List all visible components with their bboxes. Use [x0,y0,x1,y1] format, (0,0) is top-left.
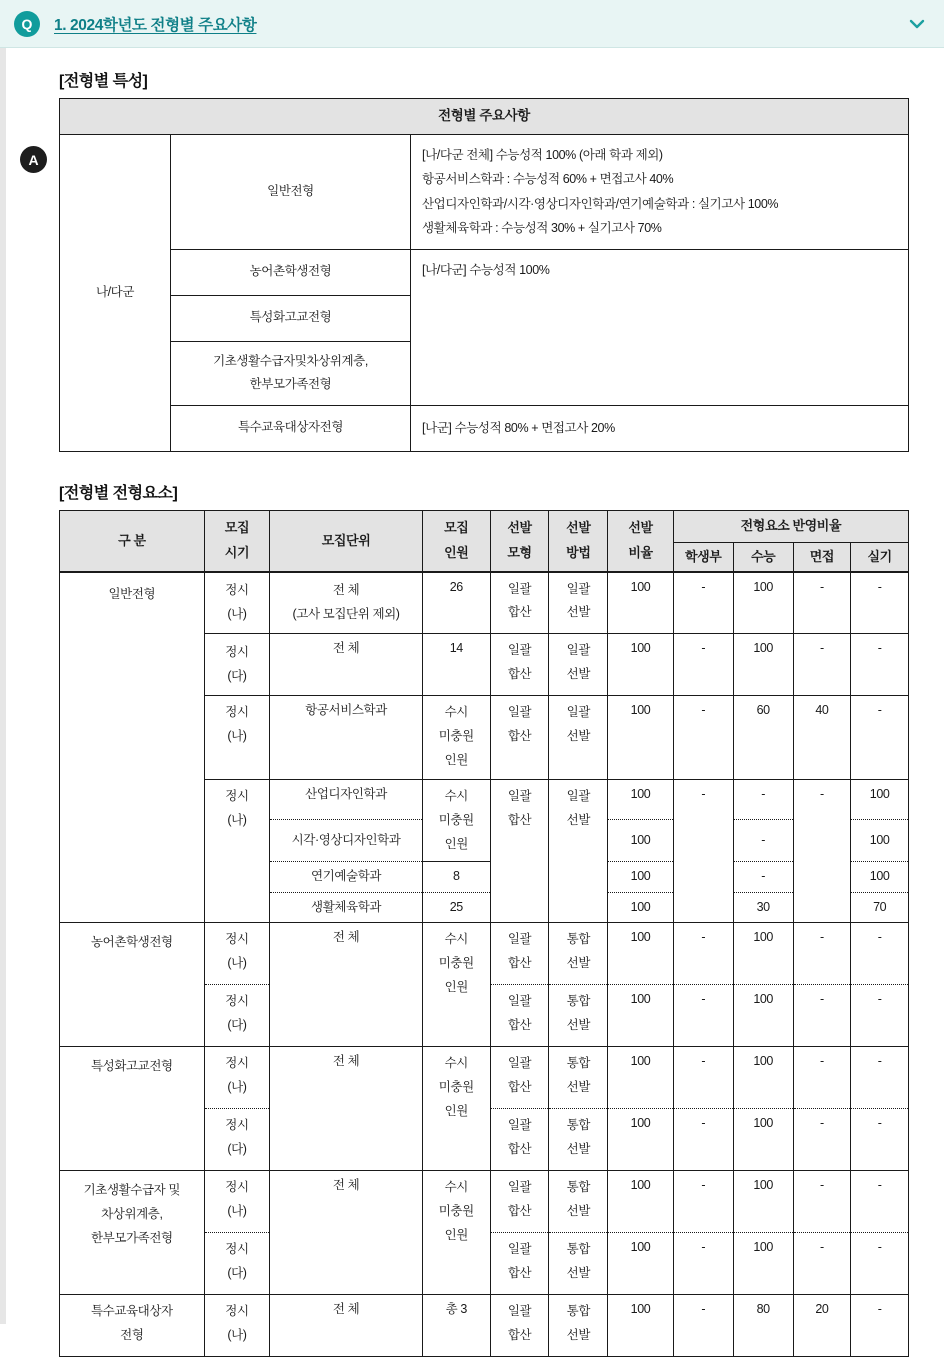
cell-bangbeop-l1: 일괄 [552,785,604,809]
cell-sigi-l1: 정시 [208,579,267,603]
col-header-birul-l1: 선발 [610,516,671,541]
cell-bangbeop [549,1295,608,1357]
cell-sigi [204,572,270,634]
cell-mohyeong-l1: 일괄 [494,578,546,602]
cell-sigi [204,1295,270,1357]
table-row [60,1047,909,1109]
cell-birul: 100 [608,696,674,780]
cell-inwon-l1: 수시 [426,785,487,809]
cell-bangbeop-l1: 통합 [552,1238,604,1262]
cell-inwon-l2: 미충원 [426,1076,487,1100]
cell-suneung: 30 [733,892,793,922]
col-header-bangbeop [549,510,608,572]
cell-silgi: 70 [851,892,909,922]
col-header-ratio-group: 전형요소 반영비율 [673,510,908,542]
cell-bangbeop-l1: 통합 [552,1176,604,1200]
cell-type: 특성화고교전형 [171,295,411,341]
col-header-mohyeong-l1: 선발 [493,516,547,541]
answer-content [59,68,909,1357]
cell-birul: 100 [608,1171,674,1233]
desc-line: [나군] 수능성적 80% + 면접고사 20% [422,416,902,440]
col-header-bangbeop-l1: 선발 [551,516,605,541]
cell-danwi: 항공서비스학과 [270,696,423,780]
cell-myeonjeop: - [793,985,851,1047]
cell-type-line1: 기초생활수급자및차상위계층, [177,350,404,373]
cell-hakseongbu: - [673,1047,733,1109]
cell-inwon-l3: 인원 [426,833,487,857]
cell-bangbeop-l1: 통합 [552,1300,604,1324]
cell-mohyeong [490,780,549,923]
cell-bangbeop [549,634,608,696]
cell-hakseongbu: - [673,1171,733,1233]
cell-bangbeop [549,923,608,985]
cell-bangbeop-l2: 선발 [552,1138,604,1162]
cell-description [411,405,909,451]
cell-bangbeop-l1: 통합 [552,1052,604,1076]
cell-bangbeop [549,985,608,1047]
cell-birul: 100 [608,1047,674,1109]
cell-sigi-l2: (나) [208,1324,267,1348]
cell-bangbeop-l1: 일괄 [552,639,604,663]
cell-birul: 100 [608,634,674,696]
col-header-mohyeong-l2: 모형 [493,541,547,566]
cell-suneung: 100 [733,923,793,985]
cell-myeonjeop: - [793,634,851,696]
cell-inwon-l2: 미충원 [426,952,487,976]
cell-mohyeong-l2: 합산 [494,1200,546,1224]
cell-silgi: - [851,634,909,696]
cell-sigi-l1: 정시 [208,785,267,809]
cell-inwon-l2: 미충원 [426,725,487,749]
cell-inwon-l1: 수시 [426,928,487,952]
cell-silgi: - [851,1295,909,1357]
cell-sigi-l2: (나) [208,1200,267,1224]
cell-inwon-l3: 인원 [426,976,487,1000]
cell-mohyeong-l1: 일괄 [494,928,546,952]
cell-danwi-l1: 전 체 [273,579,419,603]
cell-danwi: 시각·영상디자인학과 [270,820,423,862]
cell-mohyeong [490,696,549,780]
cell-mohyeong-l2: 합산 [494,1324,546,1348]
cell-suneung: - [733,862,793,892]
cell-mohyeong-l1: 일괄 [494,785,546,809]
cell-inwon: 14 [422,634,490,696]
cell-gubun: 특성화고교전형 [60,1047,205,1171]
col-header-silgi: 실기 [851,542,909,572]
cell-mohyeong [490,1233,549,1295]
col-header-sigi-l1: 모집 [207,516,268,541]
chevron-down-icon[interactable] [906,13,928,35]
cell-suneung: 100 [733,1171,793,1233]
cell-gubun-l1: 기초생활수급자 및 [63,1179,201,1203]
cell-danwi: 연기예술학과 [270,862,423,892]
cell-mohyeong-l2: 합산 [494,725,546,749]
faq-header[interactable] [0,0,944,48]
cell-bangbeop-l1: 통합 [552,928,604,952]
cell-mohyeong-l2: 합산 [494,663,546,687]
cell-birul: 100 [608,985,674,1047]
question-badge: Q [14,11,40,37]
col-header-myeonjeop: 면접 [793,542,851,572]
cell-gubun-l2: 차상위계층, [63,1203,201,1227]
col-header-suneung: 수능 [733,542,793,572]
cell-hakseongbu: - [673,1109,733,1171]
cell-hakseongbu: - [673,572,733,634]
cell-bangbeop-l2: 선발 [552,601,604,625]
cell-gubun-l2: 전형 [63,1324,201,1348]
cell-danwi: 전 체 [270,923,423,1047]
cell-sigi [204,780,270,923]
cell-mohyeong-l2: 합산 [494,1076,546,1100]
admission-characteristics-table [59,98,909,452]
cell-hakseongbu: - [673,780,733,923]
cell-type-line2: 한부모가족전형 [177,373,404,396]
table-row [60,923,909,985]
cell-type: 농어촌학생전형 [171,249,411,295]
cell-inwon-l2: 미충원 [426,809,487,833]
cell-mohyeong-l1: 일괄 [494,1176,546,1200]
cell-bangbeop-l1: 통합 [552,1114,604,1138]
cell-inwon-l3: 인원 [426,1100,487,1124]
cell-birul: 100 [608,780,674,820]
cell-mohyeong [490,634,549,696]
cell-mohyeong-l2: 합산 [494,601,546,625]
desc-line: 생활체육학과 : 수능성적 30% + 실기고사 70% [422,216,902,240]
desc-line: [나/다군 전체] 수능성적 100% (아래 학과 제외) [422,143,902,167]
cell-myeonjeop: - [793,1109,851,1171]
desc-line: 산업디자인학과/시각·영상디자인학과/연기예술학과 : 실기고사 100% [422,192,902,216]
table-row [60,1295,909,1357]
cell-bangbeop-l2: 선발 [552,1076,604,1100]
cell-inwon: 25 [422,892,490,922]
col-header-bangbeop-l2: 방법 [551,541,605,566]
cell-sigi-l2: (다) [208,665,267,689]
cell-bangbeop [549,572,608,634]
cell-gubun [60,1295,205,1357]
cell-mohyeong [490,1295,549,1357]
col-header-danwi: 모집단위 [270,510,423,572]
cell-sigi [204,1233,270,1295]
cell-birul: 100 [608,820,674,862]
cell-gubun: 일반전형 [60,572,205,923]
cell-mohyeong-l2: 합산 [494,952,546,976]
cell-inwon: 8 [422,862,490,892]
cell-hakseongbu: - [673,696,733,780]
cell-danwi: 전 체 [270,634,423,696]
cell-sigi-l2: (나) [208,809,267,833]
cell-sigi-l2: (다) [208,1262,267,1286]
cell-inwon: 26 [422,572,490,634]
cell-inwon-l1: 수시 [426,1176,487,1200]
cell-bangbeop-l2: 선발 [552,952,604,976]
admission-elements-table [59,510,909,1357]
left-rail-divider [0,48,6,1324]
cell-sigi-l2: (나) [208,1076,267,1100]
cell-silgi: - [851,1171,909,1233]
cell-gubun [60,1171,205,1295]
answer-badge: A [20,146,47,173]
cell-silgi: - [851,1047,909,1109]
cell-suneung: 100 [733,1233,793,1295]
cell-sigi [204,985,270,1047]
cell-sigi-l1: 정시 [208,1238,267,1262]
cell-sigi-l1: 정시 [208,928,267,952]
cell-sigi [204,696,270,780]
table-row [60,135,909,250]
section-2-heading: [전형별 전형요소] [59,480,909,503]
cell-silgi: - [851,1109,909,1171]
cell-sigi-l1: 정시 [208,1176,267,1200]
cell-bangbeop-l1: 일괄 [552,578,604,602]
cell-sigi-l2: (나) [208,952,267,976]
cell-sigi [204,634,270,696]
cell-silgi: 100 [851,780,909,820]
desc-line: 항공서비스학과 : 수능성적 60% + 면접고사 40% [422,167,902,191]
cell-mohyeong [490,985,549,1047]
cell-inwon [422,696,490,780]
cell-sigi-l1: 정시 [208,1114,267,1138]
cell-bangbeop [549,1233,608,1295]
cell-inwon-l1: 수시 [426,1052,487,1076]
cell-sigi [204,1047,270,1109]
cell-danwi: 산업디자인학과 [270,780,423,820]
cell-sigi [204,923,270,985]
col-header-inwon-l1: 모집 [425,516,488,541]
cell-gubun: 농어촌학생전형 [60,923,205,1047]
cell-mohyeong [490,1109,549,1171]
cell-hakseongbu: - [673,1295,733,1357]
cell-sigi-l2: (나) [208,603,267,627]
cell-inwon: 총 3 [422,1295,490,1357]
cell-silgi: - [851,985,909,1047]
cell-mohyeong-l1: 일괄 [494,1114,546,1138]
cell-birul: 100 [608,923,674,985]
cell-sigi [204,1171,270,1233]
cell-inwon [422,1047,490,1171]
cell-sigi-l2: (다) [208,1014,267,1038]
cell-type: 특수교육대상자전형 [171,405,411,451]
cell-myeonjeop: 40 [793,696,851,780]
cell-mohyeong-l2: 합산 [494,1014,546,1038]
cell-bangbeop [549,780,608,923]
col-header-mohyeong [490,510,549,572]
cell-birul: 100 [608,892,674,922]
cell-inwon [422,780,490,862]
cell-mohyeong [490,1047,549,1109]
cell-bangbeop [549,1171,608,1233]
cell-myeonjeop: - [793,1047,851,1109]
cell-suneung: 100 [733,985,793,1047]
cell-suneung: 100 [733,572,793,634]
cell-suneung: 60 [733,696,793,780]
cell-bangbeop-l2: 선발 [552,1200,604,1224]
cell-bangbeop [549,696,608,780]
cell-mohyeong-l1: 일괄 [494,1052,546,1076]
characteristics-main-header: 전형별 주요사항 [60,99,909,135]
cell-suneung: - [733,780,793,820]
cell-hakseongbu: - [673,985,733,1047]
cell-danwi: 생활체육학과 [270,892,423,922]
cell-hakseongbu: - [673,1233,733,1295]
cell-bangbeop-l2: 선발 [552,809,604,833]
cell-myeonjeop: - [793,780,851,923]
cell-inwon-l2: 미충원 [426,1200,487,1224]
cell-type: 일반전형 [171,135,411,250]
cell-silgi: - [851,1233,909,1295]
cell-mohyeong-l1: 일괄 [494,1300,546,1324]
cell-danwi: 전 체 [270,1171,423,1295]
cell-type [171,341,411,405]
table-row [60,572,909,634]
cell-mohyeong-l1: 일괄 [494,701,546,725]
table-row [60,99,909,135]
cell-sigi-l1: 정시 [208,1300,267,1324]
cell-mohyeong [490,1171,549,1233]
cell-bangbeop [549,1047,608,1109]
cell-birul: 100 [608,1233,674,1295]
cell-description [411,135,909,250]
cell-mohyeong-l1: 일괄 [494,639,546,663]
cell-danwi [270,572,423,634]
cell-mohyeong-l2: 합산 [494,809,546,833]
table-row [60,405,909,451]
cell-myeonjeop: 20 [793,1295,851,1357]
cell-hakseongbu: - [673,923,733,985]
faq-question-title[interactable]: 1. 2024학년도 전형별 주요사항 [54,13,256,35]
cell-myeonjeop: - [793,1233,851,1295]
cell-suneung: 100 [733,634,793,696]
table-row [60,1171,909,1233]
cell-bangbeop-l2: 선발 [552,663,604,687]
desc-line: [나/다군] 수능성적 100% [422,258,902,282]
cell-suneung: 80 [733,1295,793,1357]
section-1-heading: [전형별 특성] [59,68,909,91]
cell-bangbeop-l2: 선발 [552,725,604,749]
cell-sigi-l2: (나) [208,725,267,749]
cell-birul: 100 [608,1109,674,1171]
col-header-inwon-l2: 인원 [425,541,488,566]
cell-group: 나/다군 [60,135,171,452]
cell-bangbeop-l2: 선발 [552,1262,604,1286]
cell-birul: 100 [608,572,674,634]
cell-danwi: 전 체 [270,1047,423,1171]
cell-bangbeop-l1: 통합 [552,990,604,1014]
cell-myeonjeop: - [793,923,851,985]
col-header-birul-l2: 비율 [610,541,671,566]
cell-silgi: 100 [851,862,909,892]
cell-silgi: - [851,572,909,634]
cell-silgi: 100 [851,820,909,862]
cell-sigi-l1: 정시 [208,701,267,725]
col-header-hakseongbu: 학생부 [673,542,733,572]
cell-sigi-l1: 정시 [208,1052,267,1076]
cell-bangbeop-l2: 선발 [552,1324,604,1348]
table-header-row [60,510,909,542]
cell-mohyeong [490,572,549,634]
cell-mohyeong-l2: 합산 [494,1138,546,1162]
cell-mohyeong-l1: 일괄 [494,990,546,1014]
col-header-sigi-l2: 시기 [207,541,268,566]
cell-bangbeop-l2: 선발 [552,1014,604,1038]
cell-sigi-l2: (다) [208,1138,267,1162]
cell-inwon [422,1171,490,1295]
cell-inwon-l1: 수시 [426,701,487,725]
cell-mohyeong-l2: 합산 [494,1262,546,1286]
cell-mohyeong-l1: 일괄 [494,1238,546,1262]
cell-danwi: 전 체 [270,1295,423,1357]
cell-birul: 100 [608,1295,674,1357]
cell-bangbeop [549,1109,608,1171]
col-header-gubun: 구 분 [60,510,205,572]
cell-sigi-l1: 정시 [208,641,267,665]
cell-inwon-l3: 인원 [426,749,487,773]
cell-hakseongbu: - [673,634,733,696]
col-header-inwon [422,510,490,572]
cell-description [411,249,909,405]
cell-gubun-l1: 특수교육대상자 [63,1300,201,1324]
cell-gubun-l3: 한부모가족전형 [63,1227,201,1251]
cell-suneung: - [733,820,793,862]
table-row [60,249,909,295]
cell-myeonjeop: - [793,572,851,634]
cell-danwi-l2: (고사 모집단위 제외) [273,603,419,627]
cell-suneung: 100 [733,1109,793,1171]
cell-suneung: 100 [733,1047,793,1109]
cell-birul: 100 [608,862,674,892]
col-header-sigi [204,510,270,572]
cell-bangbeop-l1: 일괄 [552,701,604,725]
cell-sigi [204,1109,270,1171]
col-header-birul [608,510,674,572]
cell-inwon-l3: 인원 [426,1224,487,1248]
faq-answer-body [0,48,944,1324]
cell-sigi-l1: 정시 [208,990,267,1014]
cell-silgi: - [851,696,909,780]
cell-inwon [422,923,490,1047]
cell-myeonjeop: - [793,1171,851,1233]
cell-silgi: - [851,923,909,985]
cell-mohyeong [490,923,549,985]
